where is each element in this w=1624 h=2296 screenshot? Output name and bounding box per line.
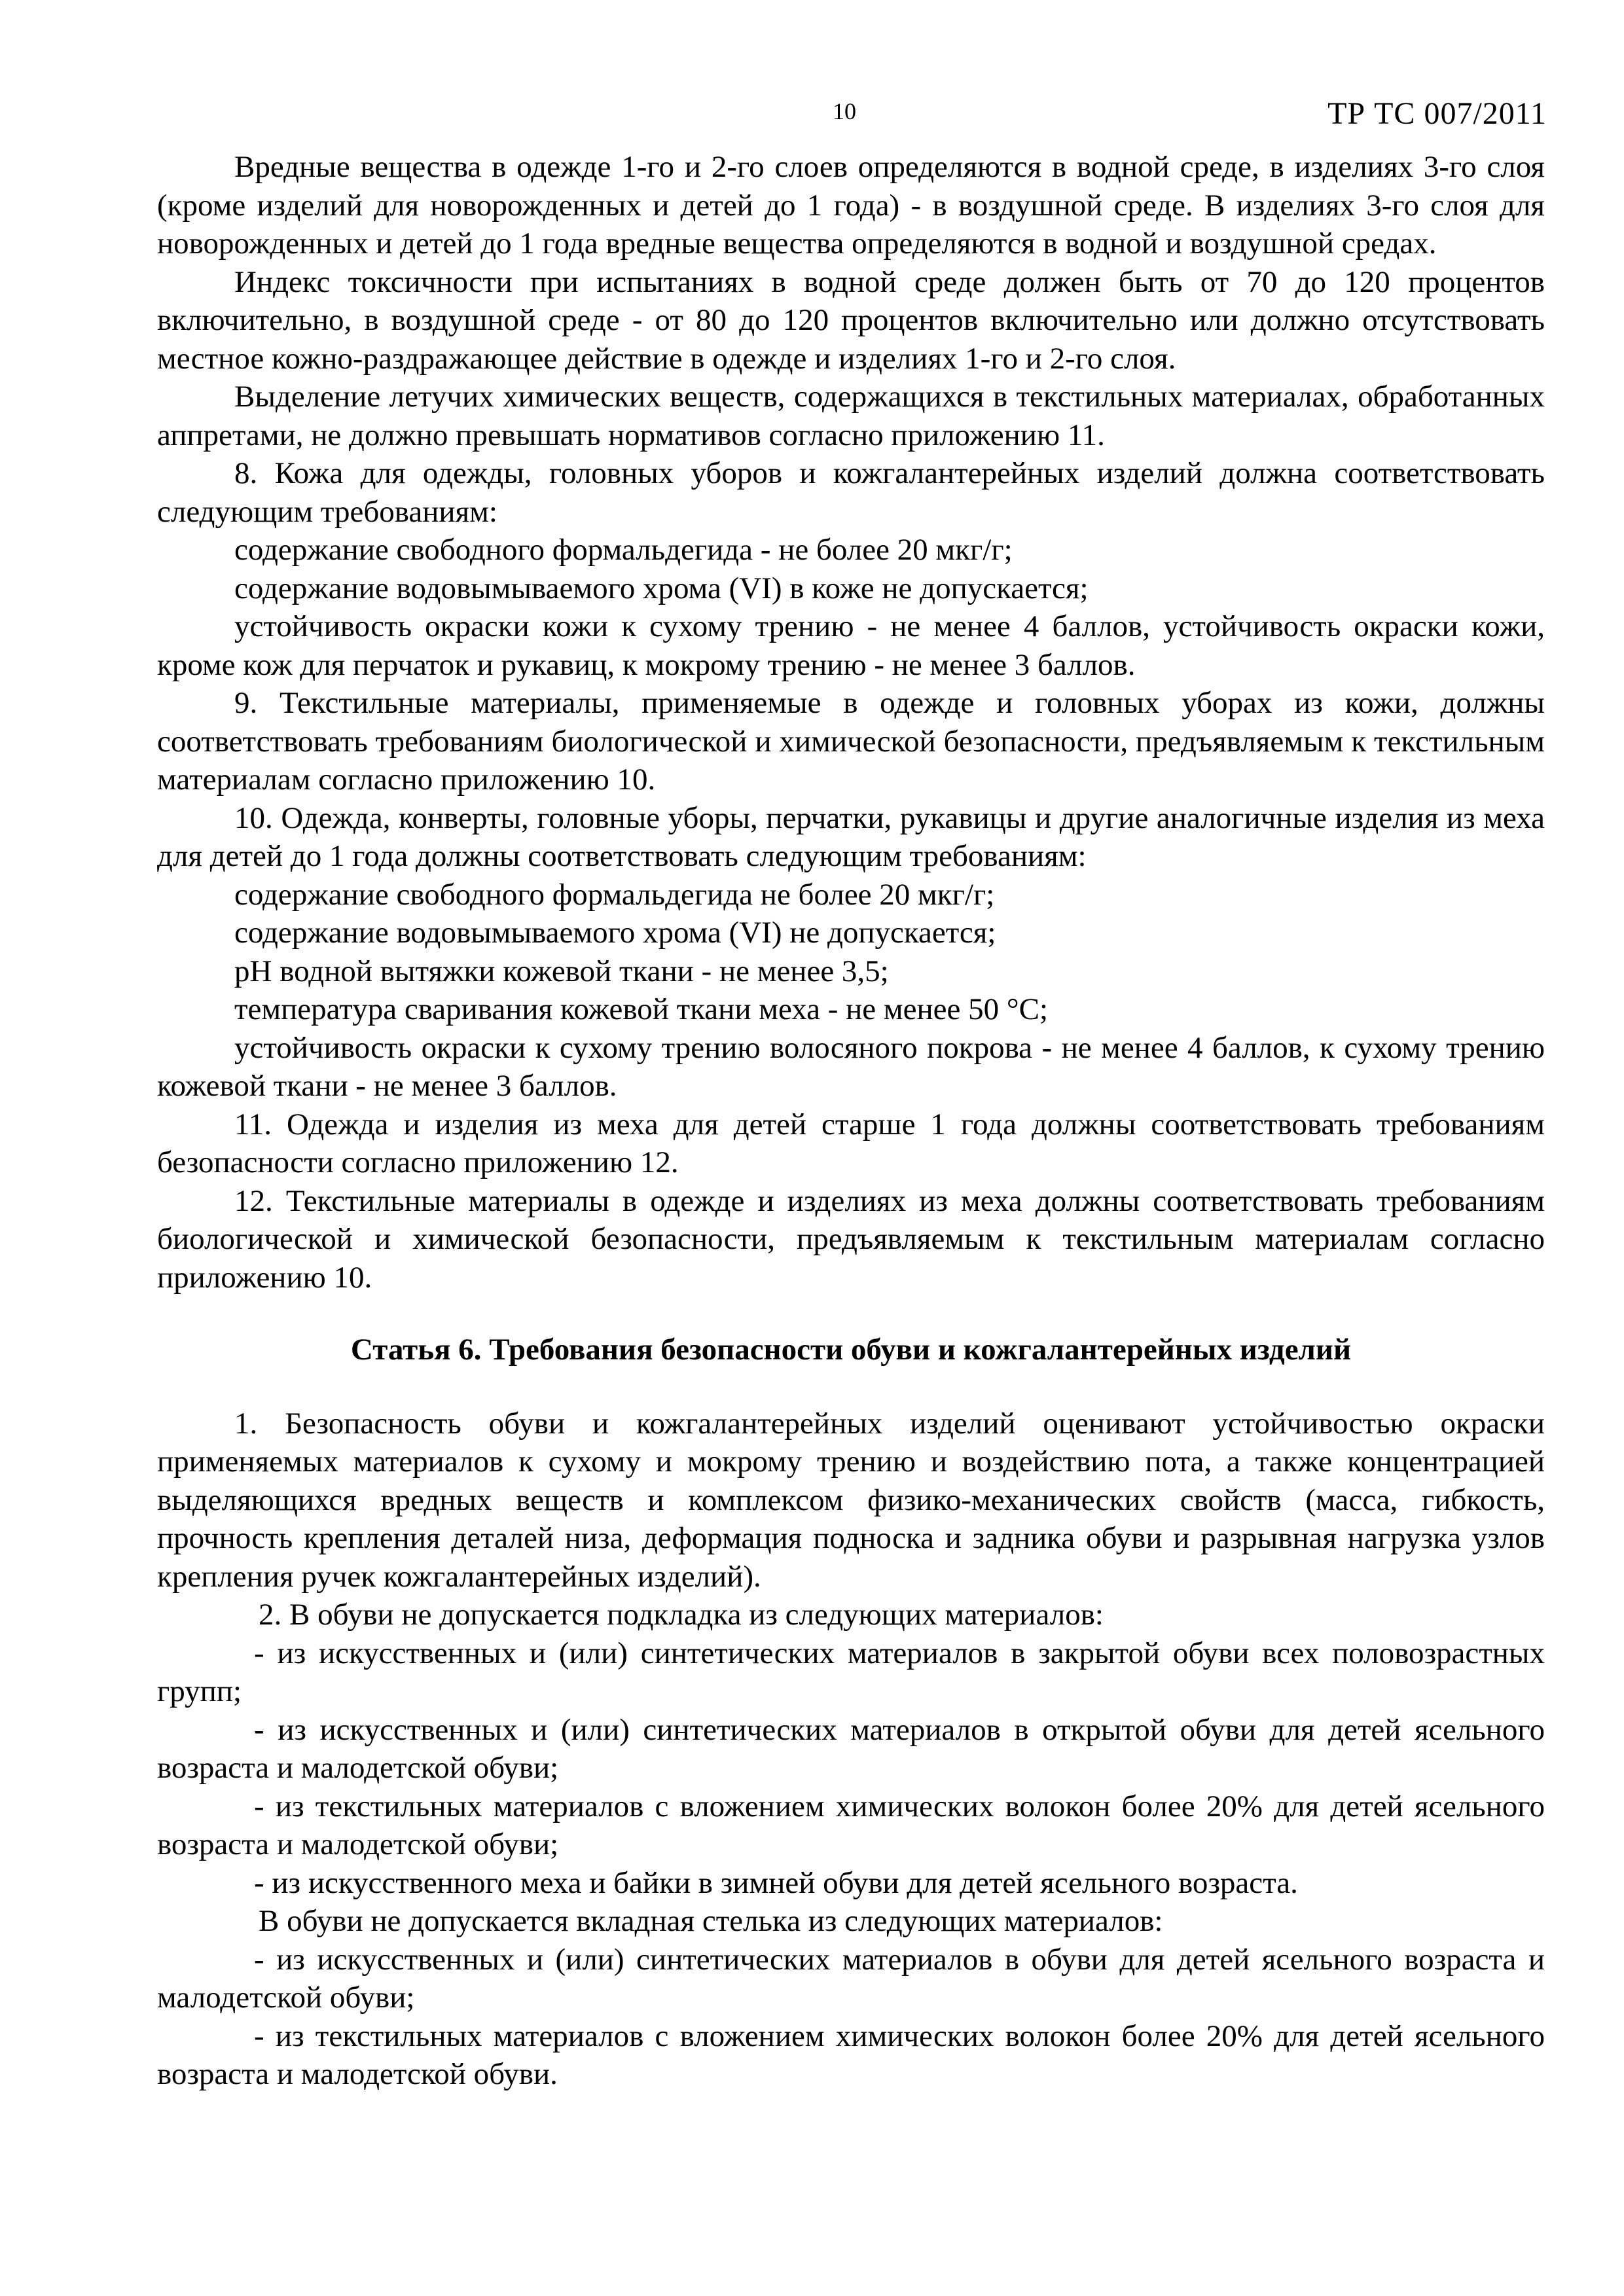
paragraph: 9. Текстильные материалы, применяемые в одежде и головных уборах из кожи, должны соответствовать требованиям биологической и химической безопасности, предъявляемым к текстильным материалам согласно приложению 10. bbox=[157, 686, 1545, 797]
list-item: - из искусственного меха и байки в зимней обуви для детей ясельного возраста. bbox=[254, 1865, 1298, 1900]
list-item: температура сваривания кожевой ткани меха - не менее 50 °С; bbox=[234, 992, 1049, 1026]
article-heading: Статья 6. Требования безопасности обуви и кожгалантерейных изделий bbox=[350, 1333, 1352, 1367]
paragraph: 2. В обуви не допускается подкладка из следующих материалов: bbox=[259, 1598, 1104, 1632]
paragraph: 12. Текстильные материалы в одежде и изделиях из меха должны соответствовать требованиям биологической и химической безопасности, предъявляемым к текстильным материалам согласно приложению 10. bbox=[157, 1183, 1545, 1295]
paragraph: Индекс токсичности при испытаниях в водной среде должен быть от 70 до 120 процентов включительно, в воздушной среде - от 80 до 120 процентов включительно или должно отсутствовать местное кожно-раздражающее действие в одежде и изделиях 1-го и 2-го слоя. bbox=[157, 264, 1545, 376]
list-item: содержание водовымываемого хрома (VI) в коже не допускается; bbox=[234, 571, 1089, 605]
list-item: устойчивость окраски к сухому трению волосяного покрова - не менее 4 баллов, к сухому трению кожевой ткани - не менее 3 баллов. bbox=[157, 1030, 1545, 1103]
page-number: 10 bbox=[833, 98, 856, 124]
list-item: - из искусственных и (или) синтетических материалов в закрытой обуви всех половозрастных групп; bbox=[157, 1636, 1545, 1708]
paragraph: В обуви не допускается вкладная стелька из следующих материалов: bbox=[259, 1904, 1163, 1938]
list-item: pH водной вытяжки кожевой ткани - не менее 3,5; bbox=[234, 954, 889, 988]
list-item: содержание свободного формальдегида не более 20 мкг/г; bbox=[234, 877, 995, 912]
list-item: - из текстильных материалов с вложением химических волокон более 20% для детей ясельного возраста и малодетской обуви. bbox=[157, 2018, 1545, 2091]
document-body bbox=[157, 148, 1545, 2094]
list-item: - из искусственных и (или) синтетических материалов в обуви для детей ясельного возраста и малодетской обуви; bbox=[157, 1942, 1545, 2015]
list-item: содержание свободного формальдегида - не более 20 мкг/г; bbox=[234, 533, 1013, 567]
paragraph: 10. Одежда, конверты, головные уборы, перчатки, рукавицы и другие аналогичные изделия из меха для детей до 1 года должны соответствовать следующим требованиям: bbox=[157, 800, 1545, 873]
list-item: устойчивость окраски кожи к сухому трению - не менее 4 баллов, устойчивость окраски кожи, кроме кож для перчаток и рукавиц, к мокрому трению - не менее 3 баллов. bbox=[157, 609, 1545, 682]
list-item: - из искусственных и (или) синтетических материалов в открытой обуви для детей ясельного возраста и малодетской обуви; bbox=[157, 1712, 1545, 1785]
document-code: ТР ТС 007/2011 bbox=[1327, 96, 1547, 131]
paragraph: Вредные вещества в одежде 1-го и 2-го слоев определяются в водной среде, в изделиях 3-го слоя (кроме изделий для новорожденных и детей до 1 года) - в воздушной среде. В изделиях 3-го слоя для новорожденных и детей до 1 года вредные вещества определяются в водной и воздушной средах. bbox=[157, 150, 1545, 260]
list-item: содержание водовымываемого хрома (VI) не допускается; bbox=[234, 916, 996, 950]
paragraph: Выделение летучих химических веществ, содержащихся в текстильных материалах, обработанных аппретами, не должно превышать нормативов согласно приложению 11. bbox=[157, 380, 1545, 452]
paragraph: 1. Безопасность обуви и кожгалантерейных изделий оценивают устойчивостью окраски применяемых материалов к сухому и мокрому трению и воздействию пота, а также концентрацией выделяющихся вредных веществ и комплексом физико-механических свойств (масса, гибкость, прочность крепления деталей низа, деформация подноска и задника обуви и разрывная нагрузка узлов крепления ручек кожгалантерейных изделий). bbox=[157, 1406, 1545, 1594]
paragraph: 8. Кожа для одежды, головных уборов и кожгалантерейных изделий должна соответствовать следующим требованиям: bbox=[157, 456, 1545, 529]
list-item: - из текстильных материалов с вложением химических волокон более 20% для детей ясельного возраста и малодетской обуви; bbox=[157, 1789, 1545, 1861]
paragraph: 11. Одежда и изделия из меха для детей старше 1 года должны соответствовать требованиям безопасности согласно приложению 12. bbox=[157, 1107, 1545, 1179]
